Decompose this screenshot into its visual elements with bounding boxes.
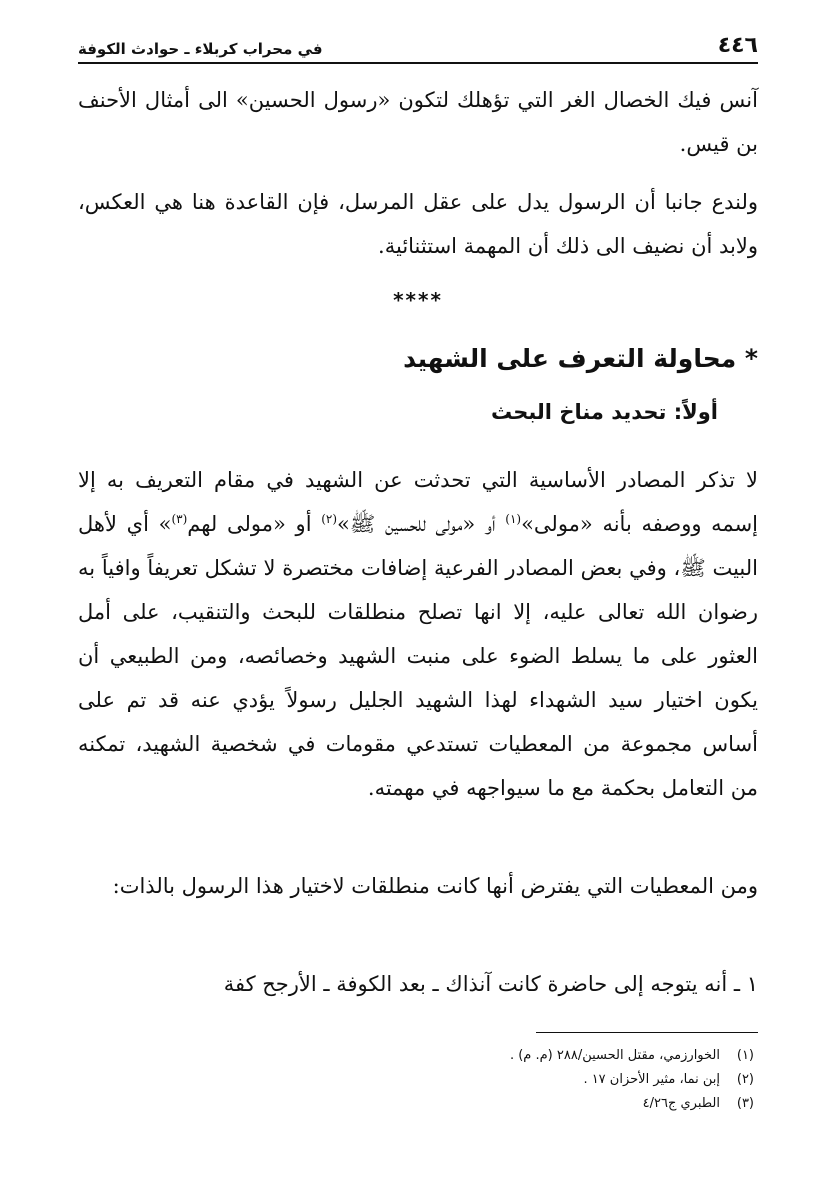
subsection-heading: أولاً: تحديد مناخ البحث [490, 400, 718, 424]
footnotes [78, 1044, 754, 1116]
footnote-1 [78, 1044, 754, 1068]
footnote-ref-1: (١) [505, 512, 522, 526]
paragraph-3-text-4: » أي لأهل البيت ﷺ، وفي بعض المصادر الفرعية إضافات مختصرة لا تشكل تعريفاً وافياً به رضوان الله تعالى عليه، إلا انها تصلح منطلقات للبحث والتنقيب، على أمل العثور على ما يسلط الضوء على منبت الشهيد وخصائصه، ومن الطبيعي أن يكون اختيار سيد الشهداء لهذا الشهيد الجليل رسولاً يؤدي عنه قد تم على أساس مجموعة من المعطيات تستدعي مقومات في شخصية الشهيد، تمكنه من التعامل بحكمة مع ما سيواجهه في مهمته. [78, 512, 758, 800]
footnote-number: (٣) [736, 1096, 754, 1111]
paragraph-3 [78, 458, 758, 810]
header-rule [78, 62, 758, 64]
paragraph-2: ولندع جانبا أن الرسول يدل على عقل المرسل، فإن القاعدة هنا هي العكس، ولابد أن نضيف الى ذلك أن المهمة استثنائية. [78, 190, 758, 258]
section-separator: **** [393, 288, 443, 312]
paragraph-1: آنس فيك الخصال الغر التي تؤهلك لتكون «رسول الحسين» الى أمثال الأحنف بن قيس. [78, 88, 758, 156]
page-number: ٤٤٦ [717, 33, 758, 58]
footnote-text: الطبري ج٤/٢٦ [642, 1096, 720, 1111]
paragraph-3-text-1: لا تذكر المصادر الأساسية التي تحدثت عن الشهيد في مقام التعريف به إلا إسمه ووصفه بأنه «مولى» [78, 468, 758, 536]
footnote-text: الخوارزمي، مقتل الحسين/٢٨٨ (م. م) . [509, 1048, 720, 1063]
paragraph-3-text-3: أو «مولى لهم [187, 512, 322, 536]
footnote-ref-2: (٢) [321, 512, 338, 526]
footnote-ref-3: (٣) [171, 512, 188, 526]
footnote-number: (١) [736, 1048, 754, 1063]
paragraph-4: ومن المعطيات التي يفترض أنها كانت منطلقات لاختيار هذا الرسول بالذات: [112, 874, 758, 898]
section-heading: * محاولة التعرف على الشهيد [403, 344, 758, 373]
footnote-number: (٢) [736, 1072, 754, 1087]
footnote-rule [536, 1032, 758, 1033]
paragraph-5: ١ ـ أنه يتوجه إلى حاضرة كانت آنذاك ـ بعد الكوفة ـ الأرجح كفة [223, 972, 758, 996]
page-header [78, 28, 758, 58]
running-head: في محراب كربلاء ـ حوادث الكوفة [78, 40, 323, 58]
footnote-2 [78, 1068, 754, 1092]
footnote-3 [78, 1092, 754, 1116]
footnote-text: إبن نما، مثير الأحزان ١٧ . [583, 1072, 720, 1087]
paragraph-3-text-2: أو «مولى للحسين ﷺ» [337, 512, 506, 536]
